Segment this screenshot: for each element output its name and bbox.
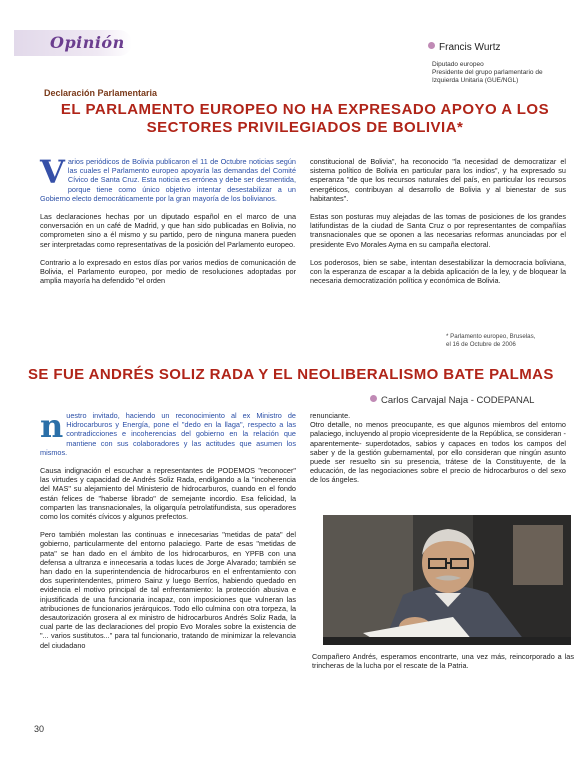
article2-paragraph: Pero también molestan las continuas e innecesarias "metidas de pata" del gobierno, particularmente del entorno palaciego. Parte de esas "metidas de pata" se han dado en el ámbito de los hidrocarburos, en YPFB con una defensa a ultranza e innecesaria a todas luces de Jorge Alvarado; también se han dado en la superintendencia de hidrocarburos en el enfrentamiento con dos superintendentes, primero Sainz y luego Berríos, habiendo quedado en evidencia el motivo principal de tal enfrentamiento: la protección abusiva e injustificada de una funcionaria incapaz, con imposiciones que vulneran las atribuciones de funcionarios jerárquicos. Todo ello culmina con otra torpeza, la desautorización grosera al ex ministro de hidrocarburos Andrés Soliz Rada, la cual parte de las declaraciones del propio Evo Morales sobre la existencia de "... varios sustitutos..." para tal funcionario, tratando de minimizar la relevancia del ciudadano bbox=[40, 530, 296, 650]
article1-author bbox=[428, 42, 501, 53]
section-tab bbox=[14, 30, 132, 56]
author-role-line: Diputado europeo bbox=[432, 61, 484, 68]
article2-lead-text: uestro invitado, haciendo un reconocimiento al ex Ministro de Hidrocarburos y Energía, pone el "dedo en la llaga", respecto a las contradicciones e incoherencias del gobierno en la relación que mantiene con sus colaboradores y las actitudes que asumen los mismos. bbox=[40, 411, 296, 457]
article1-author-name: Francis Wurtz bbox=[439, 42, 501, 53]
article1-footnote bbox=[446, 333, 566, 349]
bullet-icon bbox=[370, 395, 377, 402]
article1-column-left bbox=[40, 153, 296, 294]
footnote-line: el 16 de Octubre de 2006 bbox=[446, 341, 516, 348]
article1-lead-text: arios periódicos de Bolivia publicaron el 11 de Octubre noticias según las cuales el Parlamento europeo apoyaría las demandas del Comité Cívico de Santa Cruz. Esta noticia es errónea y debe ser desmentida, porque tiene como único objetivo intentar desestabilizar a un Gobierno electo democráticamente por la gran mayoría de los bolivianos. bbox=[40, 157, 296, 203]
portrait-photo-drawing bbox=[323, 515, 571, 645]
article2-author bbox=[370, 395, 534, 406]
author-role-line: Izquierda Unitaria (GUE/NGL) bbox=[432, 77, 519, 84]
article1-column-right bbox=[310, 157, 566, 294]
dropcap: V bbox=[40, 153, 65, 191]
article1-headline: EL PARLAMENTO EUROPEO NO HA EXPRESADO APOYO A LOS SECTORES PRIVILEGIADOS DE BOLIVIA* bbox=[60, 101, 550, 136]
article1-kicker: Declaración Parlamentaria bbox=[44, 88, 158, 98]
footnote-line: * Parlamento europeo, Bruselas, bbox=[446, 333, 536, 340]
article1-paragraph: Las declaraciones hechas por un diputado español en el marco de una conversación en un café de Madrid, y que han sido publicadas en Bolivia, no comprometen sino a él mismo y su partido, pero de ninguna manera pueden ser interpretadas como representativas de la posición del Parlamento europeo. bbox=[40, 212, 296, 249]
article2-column-left bbox=[40, 407, 296, 659]
article2-column-right bbox=[310, 411, 566, 494]
article2-headline: SE FUE ANDRÉS SOLIZ RADA Y EL NEOLIBERALISMO BATE PALMAS bbox=[28, 366, 554, 383]
photo-caption: Compañero Andrés, esperamos encontrarte, una vez más, reincorporado a las trincheras de la lucha por el rescate de la Patria. bbox=[312, 652, 574, 671]
author-role-line: Presidente del grupo parlamentario de bbox=[432, 69, 543, 76]
article2-paragraph: Causa indignación el escuchar a representantes de PODEMOS "reconocer" las virtudes y capacidad de Andrés Soliz Rada, endilgando a la "incoherencia del MAS" su alejamiento del Ministerio de hidrocarburos, cuando en el fondo están felices de "haberse librado" de semejante incordio. Esa felicidad, la comparten las transnacionales, la oligarquía petrolatifundista, sus operadores como los comités cívicos y algunos prefectos. bbox=[40, 466, 296, 522]
article2-author-name: Carlos Carvajal Naja - CODEPANAL bbox=[381, 395, 535, 406]
article2-paragraph: Otro detalle, no menos preocupante, es que algunos miembros del entorno palaciego, incluyendo al propio vicepresidente de la República, se consideran -aparentemente- superdotados, sabios y capaces en todos los campos del saber y de la gestión gubernamental, por ello consideran que ningún asunto puede ser resuelto sin su presencia, trátese de la Constituyente, de la educación, de las negociaciones sobre el precio de hidrocarburos o del sexo de los ángeles. bbox=[310, 420, 566, 485]
bullet-icon bbox=[428, 42, 435, 49]
article1-paragraph: Estas son posturas muy alejadas de las tomas de posiciones de los grandes latifundistas de la ciudad de Santa Cruz o por representantes de compañías transnacionales que se oponen a las necesarias reformas anunciadas por el presidente Evo Morales Ayma en su campaña electoral. bbox=[310, 212, 566, 249]
article2-lead bbox=[40, 407, 296, 457]
dropcap: n bbox=[40, 407, 64, 445]
portrait-photo bbox=[323, 515, 571, 645]
article1-author-role bbox=[432, 61, 582, 85]
section-label: Opinión bbox=[50, 33, 125, 52]
article1-paragraph: constitucional de Bolivia", ha reconocido "la necesidad de democratizar el sistema político de Bolivia en particular para los indios", y ha expresado su esperanza "de que los recursos naturales del país, en particular los recursos energéticos, contribuyan al desarrollo de Bolivia y al bienestar de sus habitantes". bbox=[310, 157, 566, 203]
article1-paragraph: Contrario a lo expresado en estos días por varios medios de comunicación de Bolivia, el Parlamento europeo, por medio de resoluciones adoptadas por amplia mayoría ha defendido "el orden bbox=[40, 257, 296, 286]
article1-lead bbox=[40, 153, 296, 203]
article2-paragraph: renunciante. bbox=[310, 411, 351, 420]
page-number: 30 bbox=[34, 724, 45, 734]
article1-paragraph: Los poderosos, bien se sabe, intentan desestabilizar la democracia boliviana, con la esperanza de escapar a la debida aplicación de la ley, y de bloquear la necesaria democratización política y económica de Bolivia. bbox=[310, 257, 566, 286]
